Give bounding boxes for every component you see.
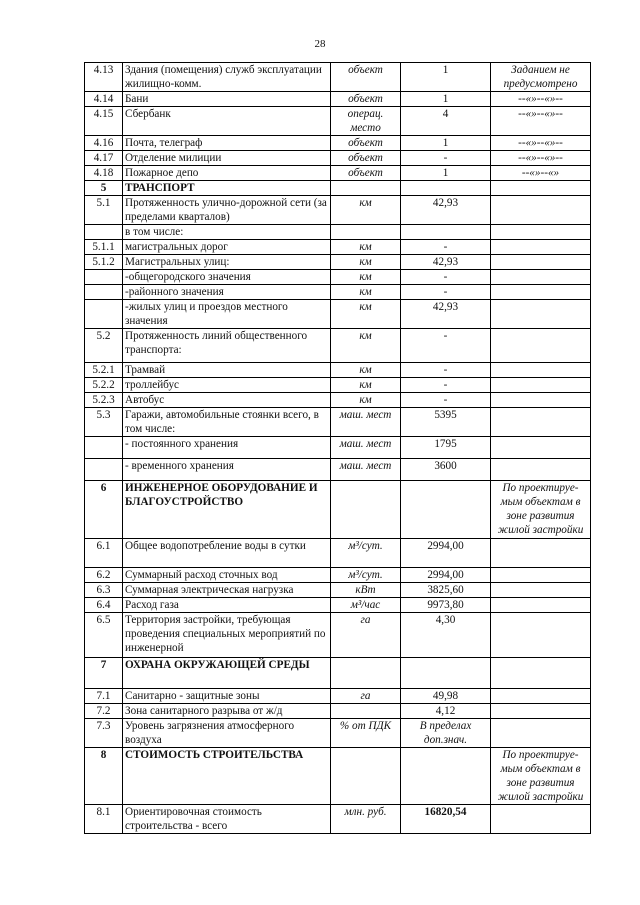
table-row: [85, 658, 591, 689]
row-number: 5: [85, 181, 123, 196]
table-row: [85, 539, 591, 568]
row-value: 2994,00: [401, 568, 491, 583]
row-name: в том числе:: [123, 225, 331, 240]
row-unit: км: [331, 285, 401, 300]
row-name: Трамвай: [123, 363, 331, 378]
row-unit: объект: [331, 166, 401, 181]
row-note: [491, 689, 591, 704]
row-value: 1: [401, 63, 491, 92]
row-unit: га: [331, 613, 401, 658]
table-row: [85, 748, 591, 805]
row-name: Зона санитарного разрыва от ж/д: [123, 704, 331, 719]
row-number: 5.1.2: [85, 255, 123, 270]
table-row: [85, 613, 591, 658]
row-value: 4,30: [401, 613, 491, 658]
row-number: 8.1: [85, 805, 123, 834]
row-name: ТРАНСПОРТ: [123, 181, 331, 196]
row-value: 49,98: [401, 689, 491, 704]
row-note: По проектируе-мым объектам в зоне развития жилой застройки: [491, 481, 591, 539]
table-row: [85, 136, 591, 151]
row-unit: маш. мест: [331, 408, 401, 437]
table-row: [85, 285, 591, 300]
table-row: [85, 151, 591, 166]
row-value: 42,93: [401, 300, 491, 329]
row-name: Общее водопотребление воды в сутки: [123, 539, 331, 568]
row-unit: операц. место: [331, 107, 401, 136]
row-note: --«»--«»: [491, 166, 591, 181]
row-note: [491, 329, 591, 363]
row-number: 5.2.1: [85, 363, 123, 378]
row-unit: [331, 704, 401, 719]
row-note: [491, 255, 591, 270]
row-value: 4: [401, 107, 491, 136]
row-unit: км: [331, 378, 401, 393]
table-row: [85, 225, 591, 240]
row-number: 6.1: [85, 539, 123, 568]
row-value: [401, 225, 491, 240]
row-number: [85, 300, 123, 329]
row-note: [491, 719, 591, 748]
row-number: 6.4: [85, 598, 123, 613]
row-unit: [331, 225, 401, 240]
row-note: [491, 583, 591, 598]
row-name: ИНЖЕНЕРНОЕ ОБОРУДОВАНИЕ И БЛАГОУСТРОЙСТВО: [123, 481, 331, 539]
row-value: -: [401, 363, 491, 378]
row-value: 1: [401, 92, 491, 107]
row-number: 7.1: [85, 689, 123, 704]
table-row: [85, 704, 591, 719]
row-note: [491, 568, 591, 583]
row-unit: [331, 658, 401, 689]
row-unit: км: [331, 270, 401, 285]
row-value: 5395: [401, 408, 491, 437]
row-note: [491, 300, 591, 329]
row-unit: объект: [331, 151, 401, 166]
row-value: 2994,00: [401, 539, 491, 568]
row-note: [491, 363, 591, 378]
row-note: По проектируе-мым объектам в зоне развития жилой застройки: [491, 748, 591, 805]
row-note: [491, 805, 591, 834]
table-row: [85, 92, 591, 107]
row-note: [491, 704, 591, 719]
row-note: [491, 270, 591, 285]
row-number: 5.2.2: [85, 378, 123, 393]
row-value: 3825,60: [401, 583, 491, 598]
table-row: [85, 598, 591, 613]
row-number: 7: [85, 658, 123, 689]
row-unit: [331, 748, 401, 805]
row-name: -жилых улиц и проездов местного значения: [123, 300, 331, 329]
table-row: [85, 437, 591, 459]
row-number: 8: [85, 748, 123, 805]
row-name: Уровень загрязнения атмосферного воздуха: [123, 719, 331, 748]
row-unit: маш. мест: [331, 437, 401, 459]
row-unit: объект: [331, 136, 401, 151]
table-row: [85, 196, 591, 225]
row-name: Расход газа: [123, 598, 331, 613]
row-note: [491, 658, 591, 689]
row-value: [401, 748, 491, 805]
row-name: - постоянного хранения: [123, 437, 331, 459]
row-note: [491, 437, 591, 459]
row-number: 5.2.3: [85, 393, 123, 408]
row-number: 7.2: [85, 704, 123, 719]
table-row: [85, 181, 591, 196]
row-number: 5.1: [85, 196, 123, 225]
row-number: 6.2: [85, 568, 123, 583]
row-name: Протяженность улично-дорожной сети (за пределами кварталов): [123, 196, 331, 225]
row-value: -: [401, 329, 491, 363]
table-row: [85, 568, 591, 583]
row-unit: км: [331, 300, 401, 329]
row-number: 4.15: [85, 107, 123, 136]
row-name: Почта, телеграф: [123, 136, 331, 151]
row-unit: км: [331, 240, 401, 255]
row-name: Здания (помещения) служб эксплуатации жилищно-комм.: [123, 63, 331, 92]
table-row: [85, 240, 591, 255]
row-unit: км: [331, 255, 401, 270]
row-number: 5.2: [85, 329, 123, 363]
row-note: [491, 613, 591, 658]
row-unit: маш. мест: [331, 459, 401, 481]
row-value: -: [401, 285, 491, 300]
row-note: [491, 393, 591, 408]
row-value: -: [401, 151, 491, 166]
row-unit: км: [331, 363, 401, 378]
table-row: [85, 481, 591, 539]
row-unit: га: [331, 689, 401, 704]
row-number: 7.3: [85, 719, 123, 748]
row-name: магистральных дорог: [123, 240, 331, 255]
row-name: Автобус: [123, 393, 331, 408]
row-number: [85, 225, 123, 240]
row-number: [85, 459, 123, 481]
row-note: Заданием не предусмотрено: [491, 63, 591, 92]
row-number: [85, 270, 123, 285]
row-note: [491, 598, 591, 613]
row-name: Суммарная электрическая нагрузка: [123, 583, 331, 598]
row-name: Сбербанк: [123, 107, 331, 136]
row-name: СТОИМОСТЬ СТРОИТЕЛЬСТВА: [123, 748, 331, 805]
row-unit: км: [331, 329, 401, 363]
row-note: [491, 225, 591, 240]
table-row: [85, 719, 591, 748]
row-note: [491, 285, 591, 300]
row-unit: млн. руб.: [331, 805, 401, 834]
table-row: [85, 300, 591, 329]
row-note: --«»--«»--: [491, 107, 591, 136]
row-name: Территория застройки, требующая проведения специальных мероприятий по инженерной: [123, 613, 331, 658]
row-note: [491, 196, 591, 225]
table-row: [85, 378, 591, 393]
row-value: [401, 658, 491, 689]
row-unit: объект: [331, 92, 401, 107]
row-unit: м³/час: [331, 598, 401, 613]
row-value: 16820,54: [401, 805, 491, 834]
row-number: [85, 285, 123, 300]
row-note: [491, 240, 591, 255]
row-number: 4.14: [85, 92, 123, 107]
row-note: [491, 408, 591, 437]
row-name: Бани: [123, 92, 331, 107]
row-value: -: [401, 393, 491, 408]
row-value: 1: [401, 136, 491, 151]
row-value: 42,93: [401, 196, 491, 225]
table-row: [85, 166, 591, 181]
row-value: -: [401, 270, 491, 285]
page-number: 28: [314, 38, 326, 50]
row-unit: % от ПДК: [331, 719, 401, 748]
row-value: [401, 481, 491, 539]
table-row: [85, 270, 591, 285]
table-row: [85, 107, 591, 136]
table-row: [85, 459, 591, 481]
row-unit: км: [331, 393, 401, 408]
row-name: -общегородского значения: [123, 270, 331, 285]
row-note: --«»--«»--: [491, 136, 591, 151]
row-name: - временного хранения: [123, 459, 331, 481]
row-unit: [331, 181, 401, 196]
row-note: --«»--«»--: [491, 151, 591, 166]
row-value: 1: [401, 166, 491, 181]
row-unit: объект: [331, 63, 401, 92]
table-row: [85, 63, 591, 92]
table-row: [85, 689, 591, 704]
row-value: 1795: [401, 437, 491, 459]
row-note: [491, 539, 591, 568]
row-note: [491, 459, 591, 481]
row-name: Ориентировочная стоимость строительства - всего: [123, 805, 331, 834]
row-number: 4.18: [85, 166, 123, 181]
table-row: [85, 329, 591, 363]
row-unit: кВт: [331, 583, 401, 598]
row-number: 6.3: [85, 583, 123, 598]
indicators-table: [84, 62, 591, 834]
row-name: Гаражи, автомобильные стоянки всего, в том числе:: [123, 408, 331, 437]
row-unit: м³/сут.: [331, 568, 401, 583]
table-row: [85, 583, 591, 598]
table-row: [85, 255, 591, 270]
table-row: [85, 408, 591, 437]
row-name: Пожарное депо: [123, 166, 331, 181]
row-number: 5.1.1: [85, 240, 123, 255]
table-body: [85, 63, 591, 834]
row-value: В пределах доп.знач.: [401, 719, 491, 748]
row-value: 9973,80: [401, 598, 491, 613]
row-number: 5.3: [85, 408, 123, 437]
row-number: 6: [85, 481, 123, 539]
row-note: [491, 378, 591, 393]
table-row: [85, 805, 591, 834]
row-value: 4,12: [401, 704, 491, 719]
row-name: Протяженность линий общественного транспорта:: [123, 329, 331, 363]
row-value: -: [401, 240, 491, 255]
row-name: -районного значения: [123, 285, 331, 300]
row-name: Суммарный расход сточных вод: [123, 568, 331, 583]
row-value: -: [401, 378, 491, 393]
row-unit: км: [331, 196, 401, 225]
row-name: Магистральных улиц:: [123, 255, 331, 270]
row-name: Санитарно - защитные зоны: [123, 689, 331, 704]
row-number: 4.16: [85, 136, 123, 151]
row-value: 3600: [401, 459, 491, 481]
row-name: ОХРАНА ОКРУЖАЮЩЕЙ СРЕДЫ: [123, 658, 331, 689]
row-unit: [331, 481, 401, 539]
row-number: 4.13: [85, 63, 123, 92]
row-number: [85, 437, 123, 459]
row-note: --«»--«»--: [491, 92, 591, 107]
row-number: 6.5: [85, 613, 123, 658]
table-row: [85, 393, 591, 408]
row-number: 4.17: [85, 151, 123, 166]
table-row: [85, 363, 591, 378]
row-note: [491, 181, 591, 196]
row-name: троллейбус: [123, 378, 331, 393]
row-value: 42,93: [401, 255, 491, 270]
row-unit: м³/сут.: [331, 539, 401, 568]
row-value: [401, 181, 491, 196]
row-name: Отделение милиции: [123, 151, 331, 166]
